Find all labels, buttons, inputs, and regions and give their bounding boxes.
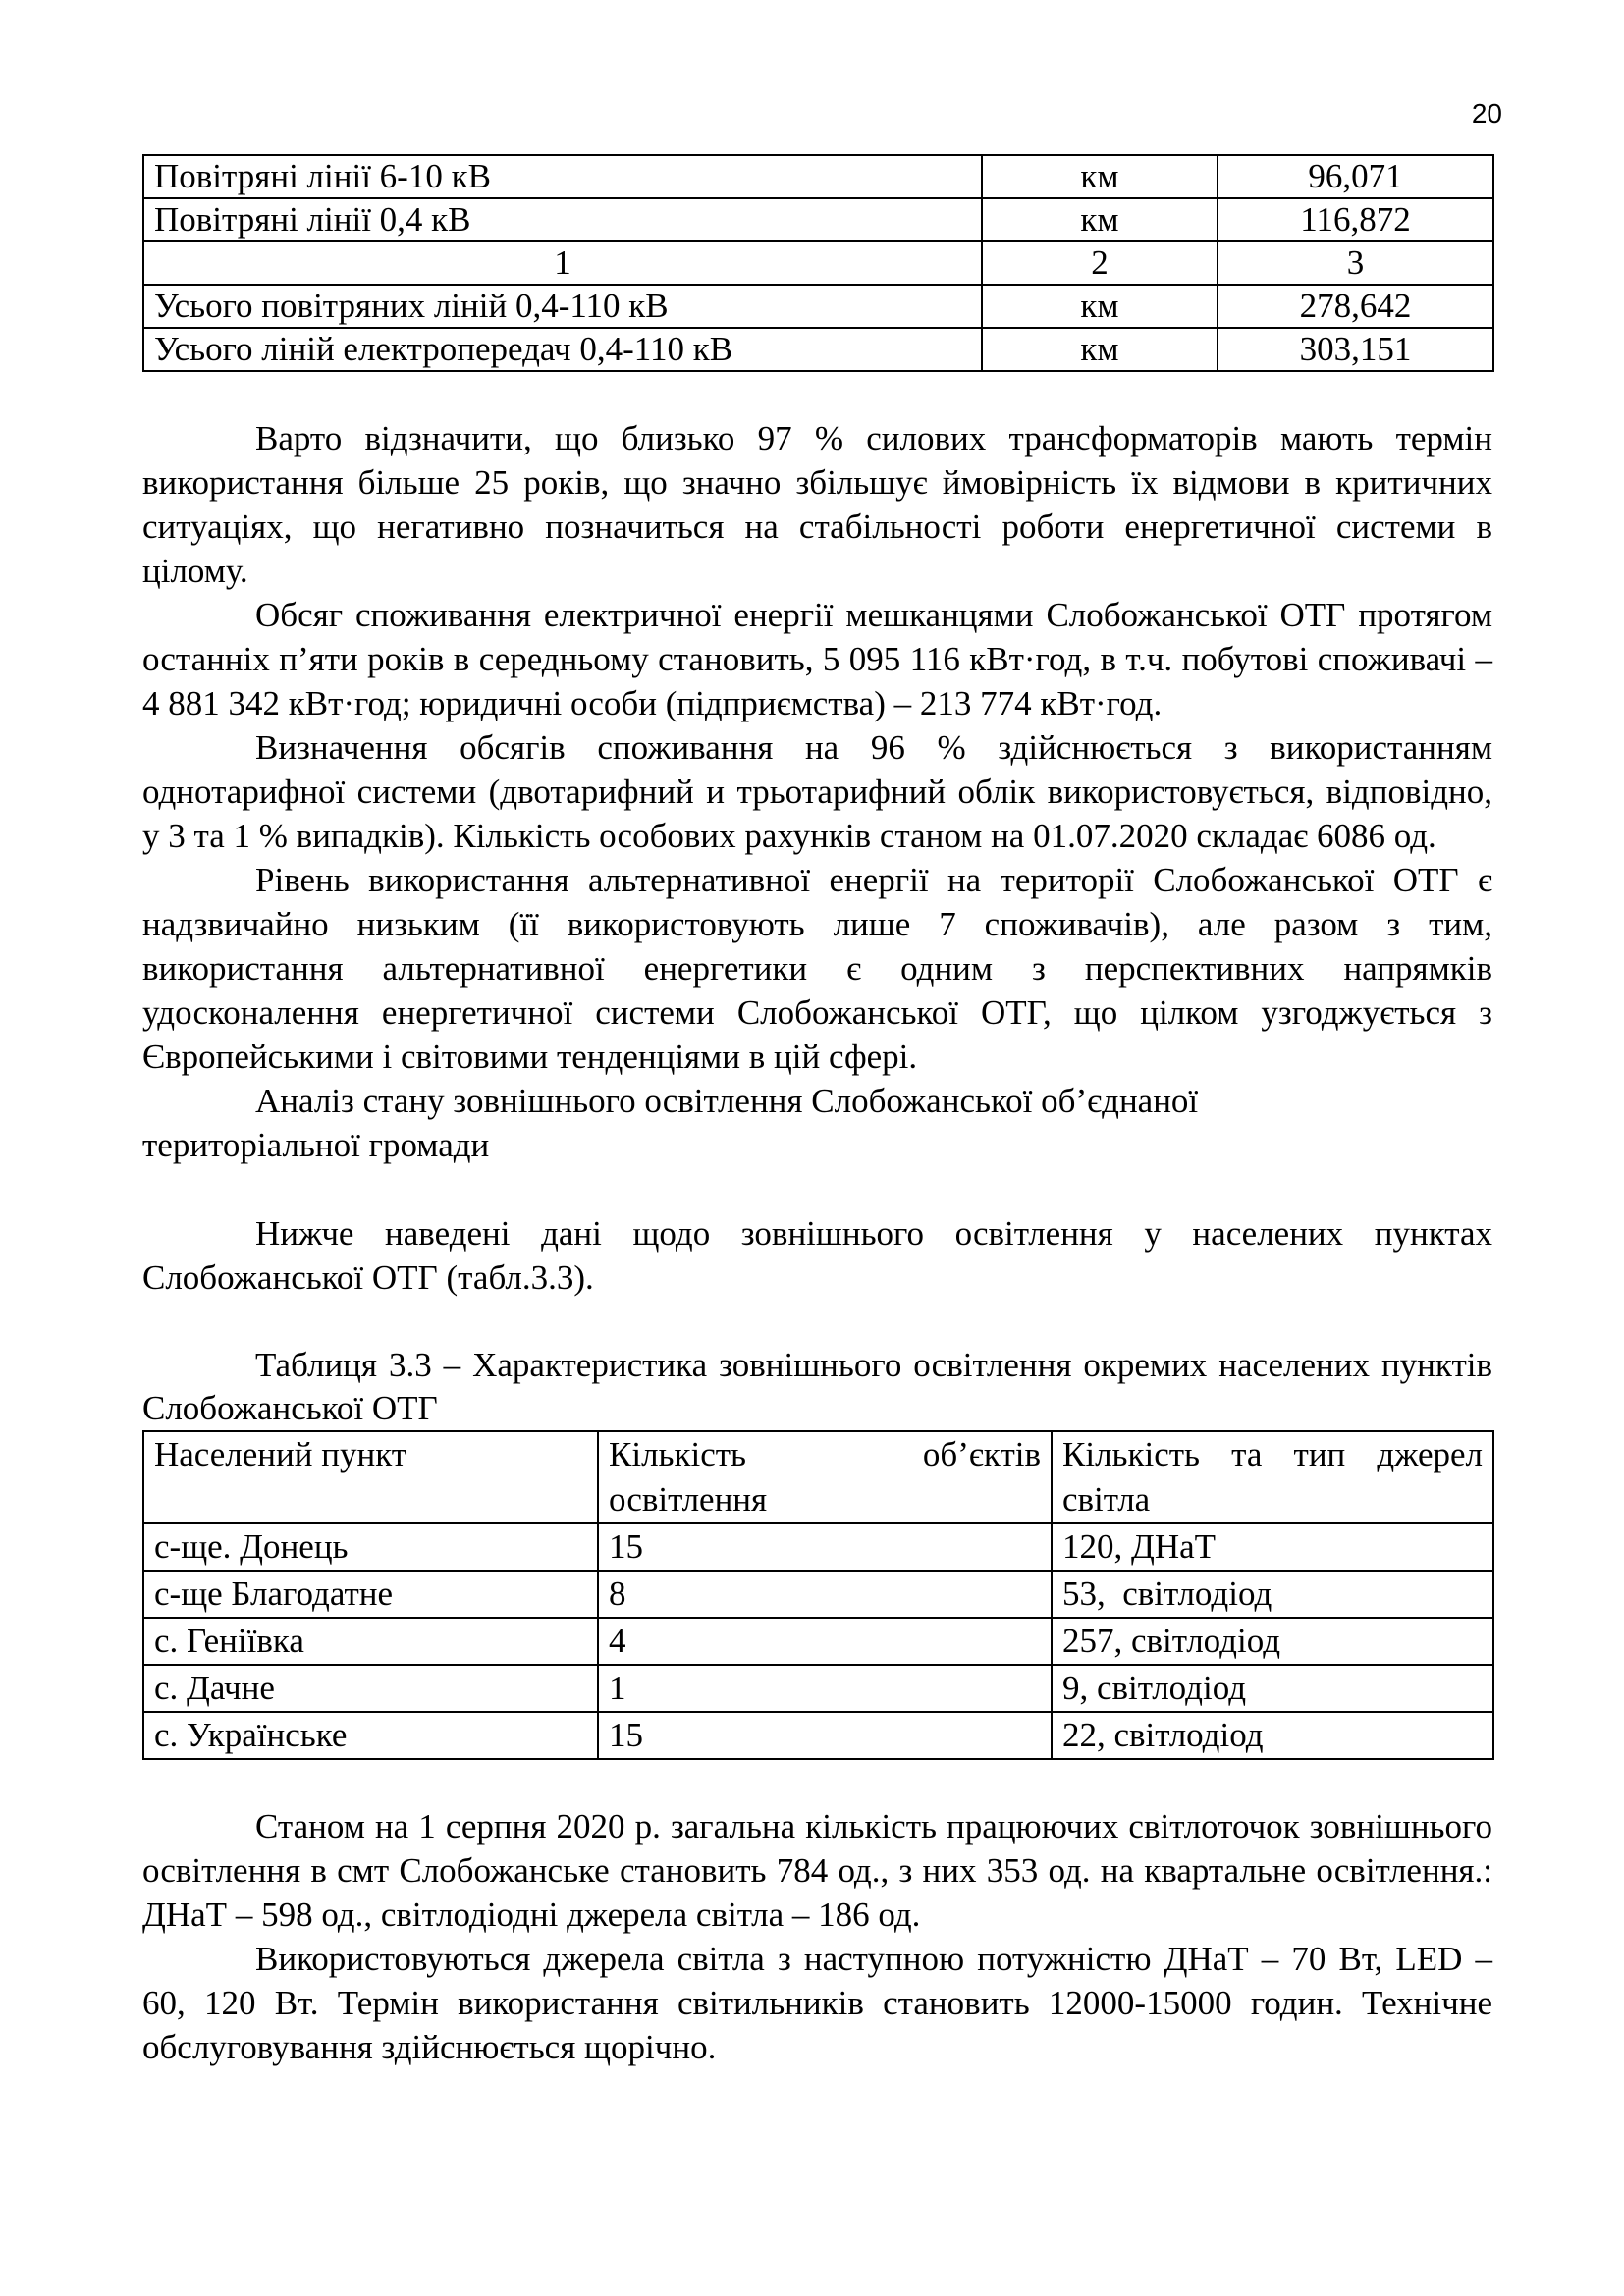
- table-caption: Таблиця 3.3 – Характеристика зовнішнього освітлення окремих населених пунктів Слобожанської ОТГ: [142, 1346, 1492, 1427]
- document-body: [142, 154, 1492, 2069]
- paragraph: Варто відзначити, що близько 97 % силових трансформаторів мають термін використання більше 25 років, що значно збільшує ймовірність їх відмови в критичних ситуаціях, що негативно позначиться на стабільності роботи енергетичної системи в цілому.: [142, 419, 1492, 590]
- table-cell: Усього повітряних ліній 0,4-110 кВ: [143, 285, 982, 328]
- table-cell: 9, світлодіод: [1052, 1665, 1493, 1712]
- table-header-cell: [598, 1431, 1052, 1523]
- table-cell: 22, світлодіод: [1052, 1712, 1493, 1759]
- paragraph: Нижче наведені дані щодо зовнішнього освітлення у населених пунктах Слобожанської ОТГ (табл.3.3).: [142, 1214, 1492, 1297]
- table-cell: с. Українське: [143, 1712, 598, 1759]
- table-cell: км: [982, 285, 1218, 328]
- table-cell: 1: [143, 241, 982, 285]
- table-cell: 4: [598, 1618, 1052, 1665]
- table-cell: 257, світлодіод: [1052, 1618, 1493, 1665]
- paragraph: Визначення обсягів споживання на 96 % здійснюється з використанням однотарифної системи (двотарифний и трьотарифний облік використовується, відповідно, у 3 та 1 % випадків). Кількість особових рахунків станом на 01.07.2020 складає 6086 од.: [142, 728, 1492, 855]
- table-row: [143, 155, 1493, 198]
- paragraph: Станом на 1 серпня 2020 р. загальна кількість працюючих світлоточок зовнішнього освітлення в смт Слобожанське становить 784 од., з них 353 од. на квартальне освітлення.: ДНаТ – 598 од., світлодіодні джерела світла – 186 од.: [142, 1807, 1492, 1934]
- table-cell: 1: [598, 1665, 1052, 1712]
- header-text: Кількість: [609, 1435, 747, 1473]
- header-text: освітлення: [609, 1480, 768, 1519]
- table-cell: 3: [1218, 241, 1493, 285]
- table-cell: 2: [982, 241, 1218, 285]
- table-row: [143, 1571, 1493, 1618]
- table-row: [143, 1523, 1493, 1571]
- table-cell: 278,642: [1218, 285, 1493, 328]
- table-header-cell: Кількість та тип джерел світла: [1052, 1431, 1493, 1523]
- power-lines-table: [142, 154, 1494, 372]
- table-row: [143, 198, 1493, 241]
- header-line: [609, 1432, 1041, 1477]
- page-number: 20: [1471, 98, 1502, 129]
- table-row: [143, 285, 1493, 328]
- table-cell: км: [982, 155, 1218, 198]
- spacer: [142, 372, 1492, 416]
- table-row: [143, 328, 1493, 371]
- table-cell: 303,151: [1218, 328, 1493, 371]
- paragraph: Використовуються джерела світла з наступною потужністю ДНаТ – 70 Вт, LED – 60, 120 Вт. Термін використання світильників становить 12000-15000 годин. Технічне обслуговування здійснюється щорічно.: [142, 1940, 1492, 2066]
- table-cell: 120, ДНаТ: [1052, 1523, 1493, 1571]
- section-heading: Аналіз стану зовнішнього освітлення Слобожанської об’єднаної територіальної громади: [142, 1082, 1199, 1164]
- table-cell: км: [982, 198, 1218, 241]
- table-header-cell: Населений пункт: [143, 1431, 598, 1523]
- table-cell: с. Геніївка: [143, 1618, 598, 1665]
- table-cell: 96,071: [1218, 155, 1493, 198]
- table-cell: 15: [598, 1712, 1052, 1759]
- table-cell: 53, світлодіод: [1052, 1571, 1493, 1618]
- table-cell: с-ще Благодатне: [143, 1571, 598, 1618]
- header-text: об’єктів: [922, 1435, 1041, 1473]
- paragraph: Обсяг споживання електричної енергії мешканцями Слобожанської ОТГ протягом останніх п’яти років в середньому становить, 5 095 116 кВт·год, в т.ч. побутові споживачі – 4 881 342 кВт·год; юридичні особи (підприємства) – 213 774 кВт·год.: [142, 596, 1492, 722]
- spacer: [142, 1167, 1492, 1211]
- spacer: [142, 1300, 1492, 1344]
- table-row: [143, 1665, 1493, 1712]
- table-row: [143, 1712, 1493, 1759]
- table-cell: Повітряні лінії 6-10 кВ: [143, 155, 982, 198]
- table-cell: 15: [598, 1523, 1052, 1571]
- table-cell: Усього ліній електропередач 0,4-110 кВ: [143, 328, 982, 371]
- table-cell: с. Дачне: [143, 1665, 598, 1712]
- spacer: [142, 1760, 1492, 1804]
- table-cell: 8: [598, 1571, 1052, 1618]
- lighting-table: [142, 1430, 1494, 1760]
- table-cell: Повітряні лінії 0,4 кВ: [143, 198, 982, 241]
- table-cell: 116,872: [1218, 198, 1493, 241]
- table-header-row: [143, 1431, 1493, 1523]
- table-cell: с-ще. Донець: [143, 1523, 598, 1571]
- paragraph: Рівень використання альтернативної енергії на території Слобожанської ОТГ є надзвичайно низьким (її використовують лише 7 споживачів), але разом з тим, використання альтернативної енергетики є одним з перспективних напрямків удосконалення енергетичної системи Слобожанської ОТГ, що цілком узгоджується з Європейськими і світовими тенденціями в цій сфері.: [142, 861, 1492, 1076]
- table-cell: км: [982, 328, 1218, 371]
- table-row: [143, 241, 1493, 285]
- table-row: [143, 1618, 1493, 1665]
